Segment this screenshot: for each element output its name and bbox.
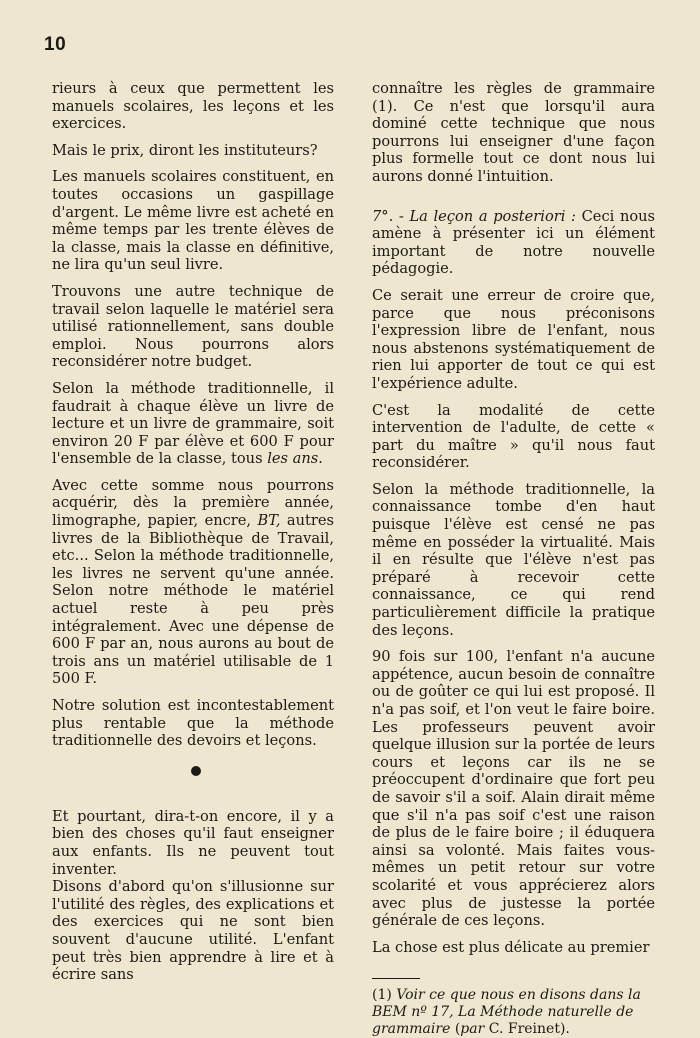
- right-paragraph-6: 90 fois sur 100, l'enfant n'a aucune appétence, aucun besoin de connaître ou de goûter ce qui lui est proposé. Il n'a pas soif, et l'on veut le faire boire. Les professeurs peuvent avoir quelque illusion sur la portée de leurs cours et leçons car ils ne se préoccupent d'ordinaire que fort peu de savoir s'il a soif. Alain dirait même que s'il n'a pas soif c'est une raison de plus de le faire boire ; il éduquera ainsi sa volonté. Mais faites vous-mêmes un petit retour sur votre scolarité et vous apprécierez alors avec plus de justesse la portée générale de ces leçons.: [372, 648, 655, 930]
- section-separator-bullet: [191, 766, 201, 776]
- footnote: [372, 987, 655, 1038]
- left-column: [52, 80, 334, 993]
- left-paragraph-6-bt: BT,: [257, 512, 281, 530]
- left-paragraph-6-text-b: autres livres de la Bibliothèque de Travail, etc... Selon la méthode traditionnelle, les livres ne servent qu'une année. Selon notre méthode le matériel actuel reste à peu près intégralement. Avec une dépense de 600 F par an, nous aurons au bout de trois ans un matériel utilisable de 1 500 F.: [52, 512, 334, 688]
- left-paragraph-5-italic: les ans.: [267, 450, 323, 468]
- left-paragraph-9: Disons d'abord qu'on s'illusionne sur l'utilité des règles, des explications et des exercices qui ne sont bien souvent d'aucune utilité. L'enfant peut très bien apprendre à lire et à écrire sans: [52, 878, 334, 984]
- footnote-italic-text: Voir ce que nous en disons dans la BEM nº 17, La Méthode naturelle de grammaire: [372, 987, 641, 1038]
- section-title: 7°. - La leçon a posteriori :: [372, 207, 576, 225]
- left-paragraph-3: Les manuels scolaires constituent, en toutes occasions un gaspillage d'argent. Le même livre est acheté en même temps par les trente élèves de la classe, mais la classe en définitive, ne lira qu'un seul livre.: [52, 168, 334, 274]
- footnote-author: C. Freinet).: [488, 1021, 570, 1038]
- footnote-paren-open: (: [454, 1021, 461, 1038]
- left-paragraph-8: Et pourtant, dira-t-on encore, il y a bien des choses qu'il faut enseigner aux enfants. Ils ne peuvent tout inventer.: [52, 807, 334, 878]
- footnote-italic-par: par: [460, 1021, 485, 1038]
- right-paragraph-4: C'est la modalité de cette intervention de l'adulte, de cette « part du maître » qu'il nous faut reconsidérer.: [372, 401, 655, 472]
- left-paragraph-6: [52, 477, 334, 688]
- right-paragraph-7: La chose est plus délicate au premier: [372, 938, 650, 956]
- left-paragraph-5-text: Selon la méthode traditionnelle, il faudrait à chaque élève un livre de lecture et un livre de grammaire, soit environ 20 F par élève et 600 F pour l'ensemble de la classe, tous: [52, 379, 334, 468]
- right-paragraph-2-text: Ceci nous amène à présenter ici un élément important de notre nouvelle pédagogie.: [372, 207, 656, 278]
- left-paragraph-7: Notre solution est incontestablement plus rentable que la méthode traditionnelle des devoirs et leçons.: [52, 697, 334, 750]
- right-column: [372, 80, 655, 1038]
- footnote-marker: (1): [372, 987, 392, 1004]
- left-paragraph-2: Mais le prix, diront les instituteurs?: [52, 141, 318, 159]
- left-paragraph-5: [52, 380, 334, 468]
- footnote-rule: [372, 978, 420, 979]
- page-number: 10: [44, 34, 67, 55]
- right-paragraph-2: [372, 208, 655, 278]
- right-paragraph-1: connaître les règles de grammaire (1). Ce n'est que lorsqu'il aura dominé cette technique que nous pourrons lui enseigner d'une façon plus formelle tout ce dont nous lui aurons donné l'intuition.: [372, 80, 655, 185]
- right-paragraph-3: Ce serait une erreur de croire que, parce que nous préconisons l'expression libre de l'enfant, nous nous abstenons systématiquement de rien lui apporter de tout ce qui est l'expérience adulte.: [372, 286, 655, 392]
- left-paragraph-6-text-a: Avec cette somme nous pourrons acquérir, dès la première année, limographe, papier, encre,: [52, 476, 334, 530]
- left-paragraph-1: rieurs à ceux que permettent les manuels scolaires, les leçons et les exercices.: [52, 80, 334, 133]
- right-paragraph-5: Selon la méthode traditionnelle, la connaissance tombe d'en haut puisque l'élève est censé ne pas même en posséder la virtualité. Mais il en résulte que l'élève n'est pas préparé à recevoir cette connaissance, ce qui rend particulièrement difficile la pratique des leçons.: [372, 480, 655, 639]
- left-paragraph-4: Trouvons une autre technique de travail selon laquelle le matériel sera utilisé rationnellement, sans double emploi. Nous pourrons alors reconsidérer notre budget.: [52, 282, 334, 371]
